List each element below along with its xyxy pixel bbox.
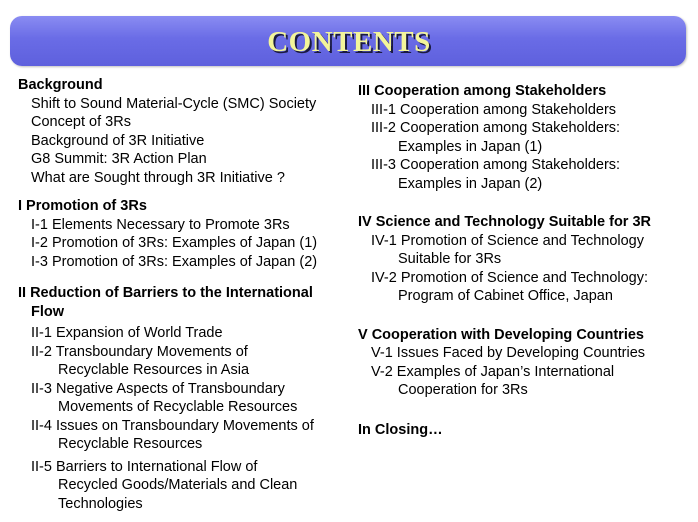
- item-2-3-text-cont: Movements of Recyclable Resources: [58, 399, 298, 415]
- item-2-3: [18, 380, 354, 417]
- item-2-4-text-cont: Recyclable Resources: [58, 436, 203, 452]
- heading-section-2-line1: II Reduction of Barriers to the International: [18, 285, 313, 301]
- item-4-2-text: IV-2 Promotion of Science and Technology:: [371, 269, 649, 286]
- bg-item-sought: What are Sought through 3R Initiative ?: [31, 169, 285, 186]
- page-title: CONTENTS: [267, 26, 431, 58]
- item-5-2: [358, 363, 694, 400]
- item-5-1: [358, 344, 694, 363]
- item-3-3-text: III-3 Cooperation among Stakeholders:: [371, 157, 621, 173]
- heading-section-3: III Cooperation among Stakeholders: [358, 83, 607, 99]
- heading-section-1: I Promotion of 3Rs: [18, 198, 147, 214]
- bg-item-background: Background of 3R Initiative: [31, 132, 205, 149]
- bg-item-g8: G8 Summit: 3R Action Plan: [31, 151, 207, 167]
- item-3-1-text: III-1 Cooperation among Stakeholders: [371, 101, 617, 118]
- item-4-1-text-cont: Suitable for 3Rs: [398, 251, 502, 267]
- heading-closing: In Closing…: [358, 421, 443, 438]
- item-2-5-text-cont: Recycled Goods/Materials and Clean: [58, 477, 298, 493]
- item-3-1: [358, 101, 694, 120]
- left-column: [18, 76, 354, 513]
- item-4-1: [358, 232, 694, 269]
- item-3-2: [358, 119, 694, 156]
- item-2-5: [18, 458, 354, 514]
- item-2-5-text-cont2: Technologies: [58, 495, 143, 512]
- right-column: [358, 82, 694, 439]
- item-4-1-text: IV-1 Promotion of Science and Technology: [371, 232, 644, 249]
- item-1-1: I-1 Elements Necessary to Promote 3Rs: [31, 216, 290, 233]
- heading-section-5: V Cooperation with Developing Countries: [358, 326, 644, 343]
- item-3-3: [358, 156, 694, 193]
- item-2-1: [18, 324, 354, 343]
- heading-section-4: IV Science and Technology Suitable for 3R: [358, 214, 652, 230]
- item-5-1-text: V-1 Issues Faced by Developing Countries: [371, 345, 646, 361]
- heading-section-2-line2: Flow: [31, 303, 65, 320]
- item-5-2-text: V-2 Examples of Japan’s International: [371, 363, 615, 380]
- item-3-2-text: III-2 Cooperation among Stakeholders:: [371, 120, 621, 136]
- item-2-1-text: II-1 Expansion of World Trade: [31, 325, 223, 341]
- bg-item-concept: Concept of 3Rs: [31, 114, 131, 130]
- item-2-2: [18, 343, 354, 380]
- item-2-3-text: II-3 Negative Aspects of Transboundary: [31, 380, 285, 397]
- bg-item-smc: Shift to Sound Material-Cycle (SMC) Society: [31, 95, 317, 112]
- item-2-2-text-cont: Recyclable Resources in Asia: [58, 362, 250, 378]
- item-2-4-text: II-4 Issues on Transboundary Movements of: [31, 417, 314, 434]
- item-3-2-text-cont: Examples in Japan (1): [398, 138, 543, 155]
- item-3-3-text-cont: Examples in Japan (2): [398, 175, 543, 192]
- item-2-4: [18, 417, 354, 454]
- item-1-3: I-3 Promotion of 3Rs: Examples of Japan (2): [31, 253, 318, 270]
- item-1-2: I-2 Promotion of 3Rs: Examples of Japan (1): [31, 235, 318, 251]
- item-4-2-text-cont: Program of Cabinet Office, Japan: [398, 288, 613, 304]
- heading-background: Background: [18, 77, 103, 93]
- item-2-2-text: II-2 Transboundary Movements of: [31, 343, 248, 360]
- item-2-5-text: II-5 Barriers to International Flow of: [31, 458, 258, 475]
- item-5-2-text-cont: Cooperation for 3Rs: [398, 382, 528, 398]
- item-4-2: [358, 269, 694, 306]
- heading-section-2: [18, 284, 354, 321]
